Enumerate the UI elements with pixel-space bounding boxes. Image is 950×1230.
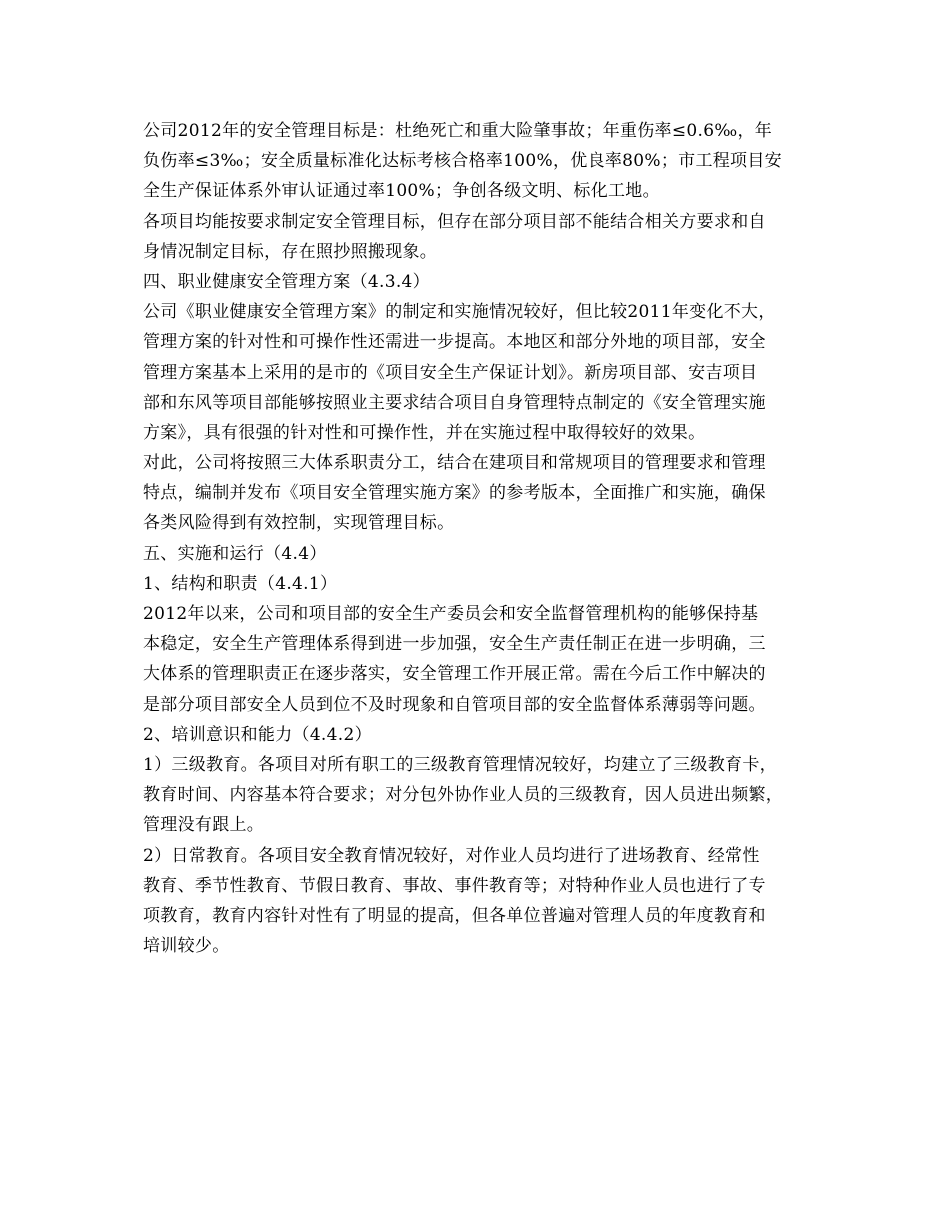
text-line: 身情况制定目标，存在照抄照搬现象。 (143, 241, 438, 262)
section-heading: 四、职业健康安全管理方案（4.3.4） (143, 271, 430, 292)
text-line: 本稳定，安全生产管理体系得到进一步加强，安全生产责任制正在进一步明确，三 (143, 634, 766, 655)
text-line: 管理没有跟上。 (143, 815, 265, 836)
text-line: 公司2012年的安全管理目标是：杜绝死亡和重大险肇事故；年重伤率≤0.6‰，年 (143, 121, 773, 141)
subsection-heading: 2、培训意识和能力（4.4.2） (143, 724, 372, 745)
text-line: 方案》，具有很强的针对性和可操作性，并在实施过程中取得较好的效果。 (143, 422, 706, 443)
document-body (143, 116, 823, 961)
text-line: 特点，编制并发布《项目安全管理实施方案》的参考版本，全面推广和实施，确保 (143, 483, 766, 504)
text-line: 是部分项目部安全人员到位不及时现象和自管项目部的安全监督体系薄弱等问题。 (143, 694, 766, 715)
subsection-heading: 1、结构和职责（4.4.1） (143, 573, 338, 594)
text-line: 各类风险得到有效控制，实现管理目标。 (143, 513, 455, 534)
text-line: 项教育，教育内容针对性有了明显的提高，但各单位普遍对管理人员的年度教育和 (143, 905, 766, 926)
text-line: 2）日常教育。各项目安全教育情况较好，对作业人员均进行了进场教育、经常性 (143, 845, 760, 866)
text-line: 2012年以来，公司和项目部的安全生产委员会和安全监督管理机构的能够保持基 (143, 604, 759, 624)
text-line: 管理方案的针对性和可操作性还需进一步提高。本地区和部分外地的项目部，安全 (143, 332, 766, 353)
section-heading: 五、实施和运行（4.4） (143, 543, 327, 564)
text-line: 管理方案基本上采用的是市的《项目安全生产保证计划》。新房项目部、安吉项目 (143, 362, 758, 383)
text-line: 全生产保证体系外审认证通过率100%；争创各级文明、标化工地。 (143, 181, 660, 202)
text-line: 培训较少。 (143, 936, 230, 957)
text-line: 大体系的管理职责正在逐步落实，安全管理工作开展正常。需在今后工作中解决的 (143, 664, 766, 685)
text-line: 对此，公司将按照三大体系职责分工，结合在建项目和常规项目的管理要求和管理 (143, 453, 766, 474)
text-line: 负伤率≤3‰；安全质量标准化达标考核合格率100%，优良率80%；市工程项目安 (143, 151, 782, 172)
text-line: 教育、季节性教育、节假日教育、事故、事件教育等；对特种作业人员也进行了专 (143, 875, 766, 896)
text-line: 1）三级教育。各项目对所有职工的三级教育管理情况较好，均建立了三级教育卡， (143, 754, 777, 775)
text-line: 部和东风等项目部能够按照业主要求结合项目自身管理特点制定的《安全管理实施 (143, 392, 766, 413)
text-line: 各项目均能按要求制定安全管理目标，但存在部分项目部不能结合相关方要求和自 (143, 211, 766, 232)
text-line: 公司《职业健康安全管理方案》的制定和实施情况较好，但比较2011年变化不大， (143, 302, 776, 323)
text-line: 教育时间、内容基本符合要求；对分包外协作业人员的三级教育，因人员进出频繁， (143, 785, 784, 806)
